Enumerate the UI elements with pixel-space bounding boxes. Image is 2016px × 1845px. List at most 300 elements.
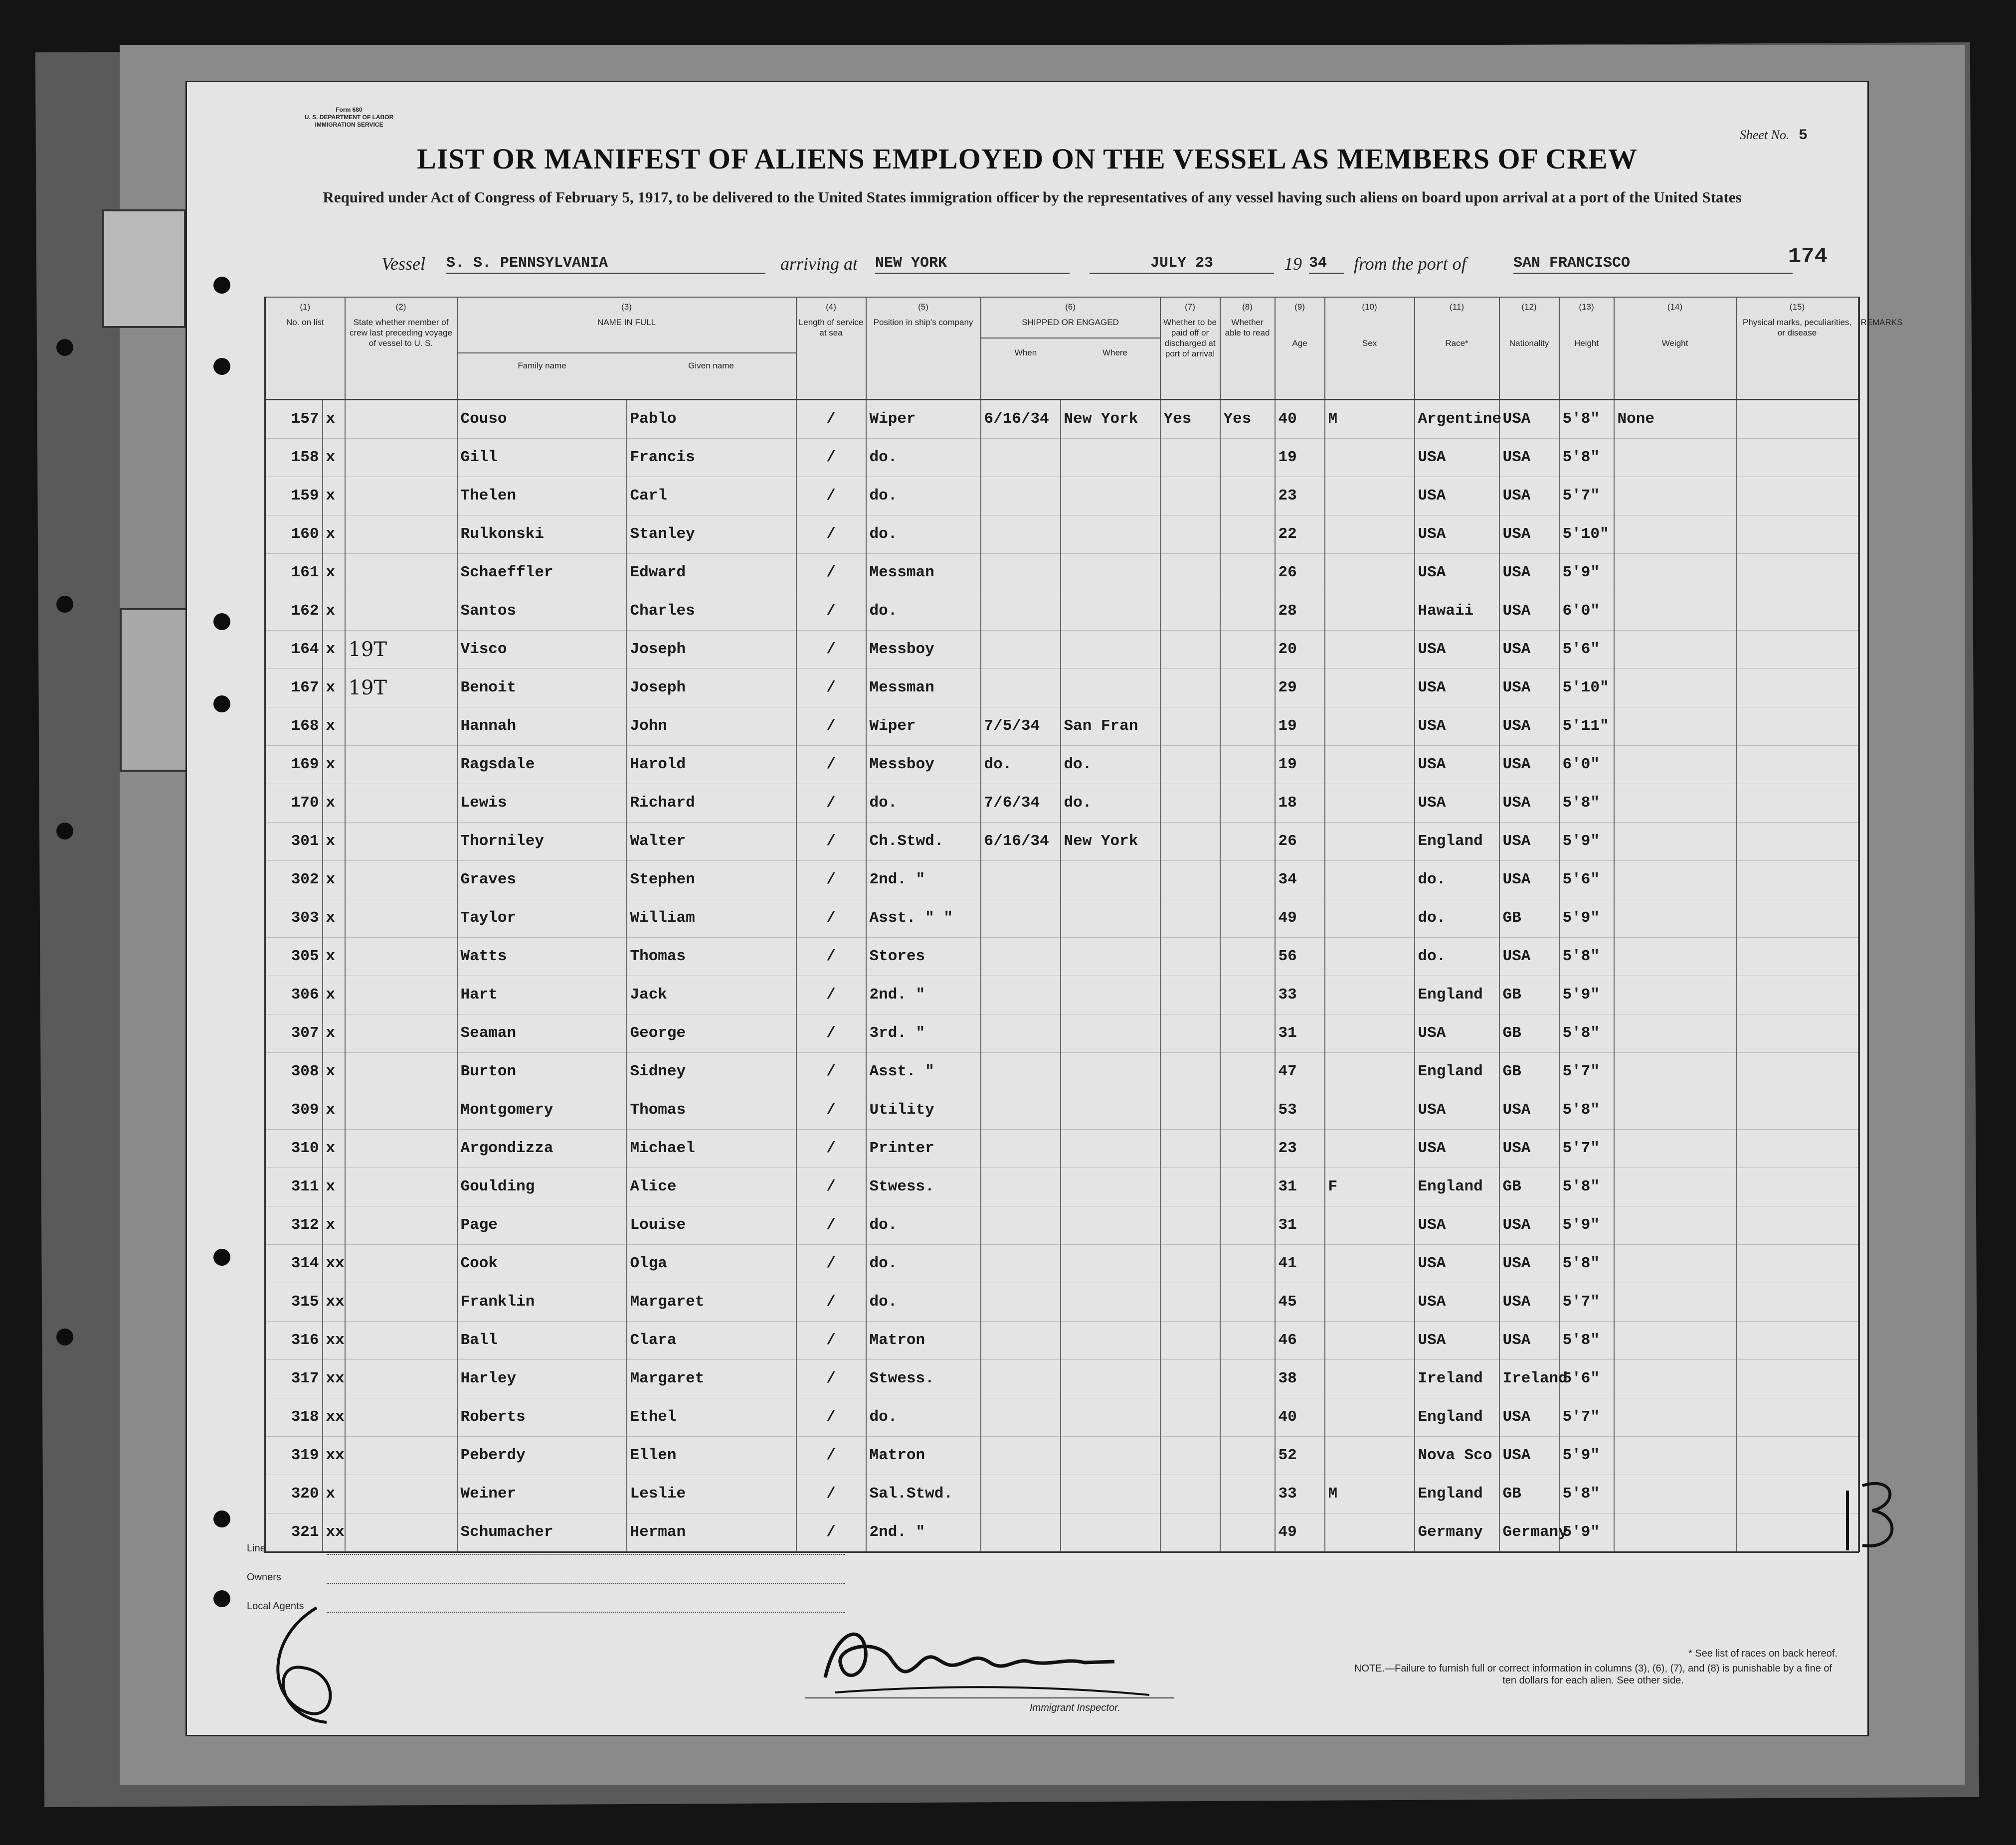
cell-race: USA xyxy=(1415,1129,1499,1168)
cell-remarks xyxy=(1736,976,1858,1014)
cell-verification-mark: x xyxy=(323,1129,345,1168)
arrival-date: JULY 23 xyxy=(1090,255,1274,274)
cell-sex xyxy=(1325,1129,1415,1168)
cell-able-to-read xyxy=(1220,899,1275,937)
header-weight: (14) Weight xyxy=(1614,297,1736,399)
cell-last-voyage xyxy=(345,1244,457,1283)
cell-length-of-service: / xyxy=(796,630,866,669)
cell-position: 2nd. " xyxy=(866,1513,981,1552)
cell-age: 38 xyxy=(1275,1359,1325,1398)
cell-list-number: 167 xyxy=(265,669,323,707)
cell-verification-mark: xx xyxy=(323,1398,345,1436)
cell-length-of-service: / xyxy=(796,438,866,477)
vessel-label: Vessel xyxy=(381,254,425,274)
cell-family-name: Roberts xyxy=(457,1398,627,1436)
cell-shipped-when xyxy=(981,1283,1061,1321)
cell-physical-marks xyxy=(1614,477,1736,515)
cell-given-name: Ethel xyxy=(627,1398,796,1436)
cell-list-number: 157 xyxy=(265,399,323,438)
cell-last-voyage xyxy=(345,515,457,553)
cell-height: 5'7" xyxy=(1559,1283,1614,1321)
cell-able-to-read xyxy=(1220,477,1275,515)
cell-height: 5'6" xyxy=(1559,1359,1614,1398)
cell-family-name: Gill xyxy=(457,438,627,477)
table-row xyxy=(265,515,1859,553)
cell-verification-mark: xx xyxy=(323,1513,345,1552)
cell-shipped-when xyxy=(981,1091,1061,1129)
cell-given-name: Joseph xyxy=(627,669,796,707)
punch-hole xyxy=(213,277,230,294)
cell-height: 5'8" xyxy=(1559,1091,1614,1129)
cell-height: 6'0" xyxy=(1559,592,1614,630)
cell-position: do. xyxy=(866,784,981,822)
cell-family-name: Lewis xyxy=(457,784,627,822)
cell-list-number: 162 xyxy=(265,592,323,630)
cell-family-name: Ball xyxy=(457,1321,627,1359)
cell-sex xyxy=(1325,1091,1415,1129)
cell-sex xyxy=(1325,515,1415,553)
cell-height: 5'8" xyxy=(1559,1321,1614,1359)
cell-nationality: USA xyxy=(1499,1206,1559,1244)
cell-given-name: Carl xyxy=(627,477,796,515)
cell-last-voyage xyxy=(345,477,457,515)
cell-able-to-read xyxy=(1220,937,1275,976)
cell-physical-marks xyxy=(1614,1436,1736,1475)
cell-list-number: 306 xyxy=(265,976,323,1014)
cell-sex: F xyxy=(1325,1168,1415,1206)
cell-paid-off xyxy=(1160,1513,1220,1552)
cell-shipped-where xyxy=(1061,515,1160,553)
attached-slip-top xyxy=(102,209,186,328)
cell-sex xyxy=(1325,1283,1415,1321)
sheet-number-label: Sheet No. xyxy=(1739,128,1790,142)
header-age: (9) Age xyxy=(1275,297,1325,399)
cell-paid-off xyxy=(1160,1244,1220,1283)
cell-sex xyxy=(1325,707,1415,745)
cell-last-voyage xyxy=(345,707,457,745)
cell-nationality: GB xyxy=(1499,1052,1559,1091)
table-row xyxy=(265,1283,1859,1321)
cell-able-to-read xyxy=(1220,1014,1275,1052)
cell-last-voyage xyxy=(345,899,457,937)
cell-physical-marks xyxy=(1614,784,1736,822)
cell-given-name: Margaret xyxy=(627,1283,796,1321)
cell-position: do. xyxy=(866,1206,981,1244)
cell-shipped-where xyxy=(1061,1398,1160,1436)
cell-physical-marks xyxy=(1614,669,1736,707)
cell-physical-marks xyxy=(1614,515,1736,553)
cell-last-voyage xyxy=(345,1206,457,1244)
table-row xyxy=(265,1129,1859,1168)
arrival-year: 34 xyxy=(1309,255,1344,274)
cell-race: USA xyxy=(1415,553,1499,592)
cell-race: do. xyxy=(1415,860,1499,899)
cell-shipped-when: 7/5/34 xyxy=(981,707,1061,745)
cell-paid-off xyxy=(1160,1436,1220,1475)
cell-sex xyxy=(1325,745,1415,784)
table-row xyxy=(265,1052,1859,1091)
cell-position: Messman xyxy=(866,553,981,592)
cell-shipped-when xyxy=(981,937,1061,976)
header-given-name: Given name xyxy=(688,361,734,370)
cell-nationality: USA xyxy=(1499,1244,1559,1283)
cell-able-to-read xyxy=(1220,630,1275,669)
cell-list-number: 318 xyxy=(265,1398,323,1436)
cell-length-of-service: / xyxy=(796,1206,866,1244)
local-agents-field-label: Local Agents xyxy=(247,1601,845,1630)
year-prefix: 19 xyxy=(1284,254,1302,274)
cell-shipped-when xyxy=(981,669,1061,707)
cell-verification-mark: xx xyxy=(323,1244,345,1283)
cell-list-number: 308 xyxy=(265,1052,323,1091)
cell-nationality: USA xyxy=(1499,1398,1559,1436)
cell-sex xyxy=(1325,1513,1415,1552)
cell-nationality: GB xyxy=(1499,899,1559,937)
cell-shipped-when: do. xyxy=(981,745,1061,784)
table-row xyxy=(265,669,1859,707)
cell-age: 47 xyxy=(1275,1052,1325,1091)
cell-family-name: Page xyxy=(457,1206,627,1244)
cell-list-number: 321 xyxy=(265,1513,323,1552)
cell-height: 5'9" xyxy=(1559,976,1614,1014)
cell-length-of-service: / xyxy=(796,669,866,707)
cell-age: 52 xyxy=(1275,1436,1325,1475)
cell-shipped-where xyxy=(1061,899,1160,937)
cell-remarks xyxy=(1736,592,1858,630)
cell-able-to-read xyxy=(1220,1398,1275,1436)
cell-verification-mark: x xyxy=(323,1052,345,1091)
cell-shipped-when xyxy=(981,899,1061,937)
cell-last-voyage xyxy=(345,1129,457,1168)
cell-paid-off: Yes xyxy=(1160,399,1220,438)
cell-verification-mark: x xyxy=(323,860,345,899)
cell-sex xyxy=(1325,438,1415,477)
cell-shipped-when xyxy=(981,1321,1061,1359)
cell-shipped-where: New York xyxy=(1061,822,1160,860)
cell-verification-mark: x xyxy=(323,822,345,860)
cell-paid-off xyxy=(1160,1398,1220,1436)
cell-shipped-where xyxy=(1061,860,1160,899)
cell-list-number: 161 xyxy=(265,553,323,592)
cell-length-of-service: / xyxy=(796,899,866,937)
cell-given-name: Margaret xyxy=(627,1359,796,1398)
cell-verification-mark: x xyxy=(323,745,345,784)
cell-height: 5'11" xyxy=(1559,707,1614,745)
cell-position: Stores xyxy=(866,937,981,976)
cell-able-to-read xyxy=(1220,1206,1275,1244)
cell-length-of-service: / xyxy=(796,860,866,899)
cell-shipped-where xyxy=(1061,438,1160,477)
cell-height: 5'9" xyxy=(1559,899,1614,937)
cell-shipped-when xyxy=(981,1436,1061,1475)
cell-nationality: USA xyxy=(1499,1091,1559,1129)
cell-length-of-service: / xyxy=(796,1513,866,1552)
cell-shipped-where xyxy=(1061,1091,1160,1129)
header-position: (5) Position in ship's company xyxy=(866,297,981,399)
cell-remarks xyxy=(1736,1283,1858,1321)
cell-family-name: Weiner xyxy=(457,1475,627,1513)
cell-height: 5'7" xyxy=(1559,1129,1614,1168)
arrival-port: NEW YORK xyxy=(875,255,1070,274)
cell-family-name: Schaeffler xyxy=(457,553,627,592)
cell-last-voyage xyxy=(345,822,457,860)
cell-family-name: Argondizza xyxy=(457,1129,627,1168)
cell-remarks xyxy=(1736,1436,1858,1475)
cell-verification-mark: xx xyxy=(323,1283,345,1321)
cell-last-voyage: 19T xyxy=(345,630,457,669)
cell-paid-off xyxy=(1160,707,1220,745)
cell-shipped-when: 6/16/34 xyxy=(981,822,1061,860)
cell-family-name: Benoit xyxy=(457,669,627,707)
cell-length-of-service: / xyxy=(796,1014,866,1052)
cell-race: England xyxy=(1415,1168,1499,1206)
cell-list-number: 170 xyxy=(265,784,323,822)
cell-shipped-where xyxy=(1061,553,1160,592)
cell-age: 19 xyxy=(1275,707,1325,745)
cell-shipped-when xyxy=(981,860,1061,899)
vessel-name: S. S. PENNSYLVANIA xyxy=(446,255,765,274)
cell-able-to-read xyxy=(1220,1321,1275,1359)
cell-remarks xyxy=(1736,937,1858,976)
cell-paid-off xyxy=(1160,976,1220,1014)
cell-position: do. xyxy=(866,1244,981,1283)
cell-given-name: Thomas xyxy=(627,937,796,976)
line-field-label: Line xyxy=(247,1543,845,1572)
cell-length-of-service: / xyxy=(796,592,866,630)
cell-position: Ch.Stwd. xyxy=(866,822,981,860)
cell-last-voyage xyxy=(345,553,457,592)
cell-age: 49 xyxy=(1275,899,1325,937)
cell-able-to-read xyxy=(1220,1129,1275,1168)
cell-sex: M xyxy=(1325,1475,1415,1513)
cell-family-name: Franklin xyxy=(457,1283,627,1321)
cell-nationality: USA xyxy=(1499,399,1559,438)
cell-given-name: Richard xyxy=(627,784,796,822)
cell-family-name: Hart xyxy=(457,976,627,1014)
cell-nationality: USA xyxy=(1499,592,1559,630)
cell-family-name: Seaman xyxy=(457,1014,627,1052)
cell-able-to-read xyxy=(1220,1359,1275,1398)
cell-able-to-read xyxy=(1220,784,1275,822)
cell-shipped-when xyxy=(981,477,1061,515)
cell-last-voyage xyxy=(345,860,457,899)
cell-physical-marks xyxy=(1614,1359,1736,1398)
inspector-signature xyxy=(805,1603,1164,1702)
cell-physical-marks xyxy=(1614,1475,1736,1513)
cell-sex xyxy=(1325,669,1415,707)
cell-family-name: Thelen xyxy=(457,477,627,515)
table-row xyxy=(265,784,1859,822)
cell-remarks xyxy=(1736,669,1858,707)
table-row xyxy=(265,1398,1859,1436)
cell-height: 5'8" xyxy=(1559,1168,1614,1206)
cell-shipped-where xyxy=(1061,1321,1160,1359)
cell-race: England xyxy=(1415,1475,1499,1513)
cell-position: Messboy xyxy=(866,630,981,669)
cell-remarks xyxy=(1736,1244,1858,1283)
cell-verification-mark: x xyxy=(323,1168,345,1206)
handwritten-count xyxy=(1837,1471,1907,1555)
cell-verification-mark: x xyxy=(323,592,345,630)
cell-race: do. xyxy=(1415,899,1499,937)
cell-remarks xyxy=(1736,477,1858,515)
cell-verification-mark: x xyxy=(323,630,345,669)
cell-list-number: 169 xyxy=(265,745,323,784)
cell-given-name: Charles xyxy=(627,592,796,630)
cell-paid-off xyxy=(1160,822,1220,860)
cell-position: Utility xyxy=(866,1091,981,1129)
cell-age: 56 xyxy=(1275,937,1325,976)
cell-verification-mark: x xyxy=(323,899,345,937)
cell-paid-off xyxy=(1160,592,1220,630)
cell-age: 40 xyxy=(1275,399,1325,438)
cell-sex: M xyxy=(1325,399,1415,438)
cell-given-name: Walter xyxy=(627,822,796,860)
cell-shipped-when: 7/6/34 xyxy=(981,784,1061,822)
cell-list-number: 302 xyxy=(265,860,323,899)
cell-physical-marks xyxy=(1614,553,1736,592)
cell-position: Printer xyxy=(866,1129,981,1168)
cell-able-to-read xyxy=(1220,1436,1275,1475)
cell-position: Asst. " " xyxy=(866,899,981,937)
cell-nationality: USA xyxy=(1499,669,1559,707)
cell-paid-off xyxy=(1160,1359,1220,1398)
cell-family-name: Peberdy xyxy=(457,1436,627,1475)
cell-height: 5'7" xyxy=(1559,477,1614,515)
cell-family-name: Cook xyxy=(457,1244,627,1283)
cell-age: 19 xyxy=(1275,438,1325,477)
punch-hole xyxy=(56,1329,73,1345)
cell-physical-marks xyxy=(1614,1244,1736,1283)
table-header xyxy=(265,297,1859,399)
cell-last-voyage xyxy=(345,937,457,976)
cell-last-voyage xyxy=(345,745,457,784)
cell-position: Matron xyxy=(866,1436,981,1475)
cell-given-name: William xyxy=(627,899,796,937)
table-row xyxy=(265,399,1859,438)
table-row xyxy=(265,1168,1859,1206)
cell-family-name: Watts xyxy=(457,937,627,976)
cell-remarks xyxy=(1736,553,1858,592)
cell-shipped-where: do. xyxy=(1061,745,1160,784)
cell-verification-mark: x xyxy=(323,553,345,592)
crew-table xyxy=(264,297,1903,1553)
cell-list-number: 319 xyxy=(265,1436,323,1475)
cell-list-number: 305 xyxy=(265,937,323,976)
cell-shipped-where xyxy=(1061,630,1160,669)
cell-family-name: Rulkonski xyxy=(457,515,627,553)
cell-nationality: USA xyxy=(1499,937,1559,976)
cell-physical-marks xyxy=(1614,1014,1736,1052)
cell-given-name: Louise xyxy=(627,1206,796,1244)
header-when: When xyxy=(1014,348,1037,357)
cell-given-name: Sidney xyxy=(627,1052,796,1091)
table-row xyxy=(265,1359,1859,1398)
cell-nationality: USA xyxy=(1499,784,1559,822)
cell-position: Matron xyxy=(866,1321,981,1359)
cell-list-number: 159 xyxy=(265,477,323,515)
cell-shipped-when xyxy=(981,1129,1061,1168)
cell-length-of-service: / xyxy=(796,1436,866,1475)
cell-physical-marks xyxy=(1614,1283,1736,1321)
cell-height: 6'0" xyxy=(1559,745,1614,784)
table-row xyxy=(265,553,1859,592)
punch-hole xyxy=(213,1249,230,1266)
cell-remarks xyxy=(1736,1398,1858,1436)
cell-height: 5'7" xyxy=(1559,1398,1614,1436)
cell-sex xyxy=(1325,1244,1415,1283)
cell-position: 2nd. " xyxy=(866,860,981,899)
cell-shipped-where xyxy=(1061,1475,1160,1513)
cell-race: USA xyxy=(1415,669,1499,707)
cell-given-name: Edward xyxy=(627,553,796,592)
cell-age: 31 xyxy=(1275,1168,1325,1206)
cell-race: USA xyxy=(1415,515,1499,553)
cell-length-of-service: / xyxy=(796,399,866,438)
owners-field-label: Owners xyxy=(247,1572,845,1601)
cell-age: 20 xyxy=(1275,630,1325,669)
cell-position: Messboy xyxy=(866,745,981,784)
cell-length-of-service: / xyxy=(796,1398,866,1436)
cell-last-voyage xyxy=(345,438,457,477)
document-title: LIST OR MANIFEST OF ALIENS EMPLOYED ON THE VESSEL AS MEMBERS OF CREW xyxy=(417,143,1638,175)
table-row xyxy=(265,630,1859,669)
cell-shipped-where xyxy=(1061,1436,1160,1475)
cell-length-of-service: / xyxy=(796,937,866,976)
cell-sex xyxy=(1325,1014,1415,1052)
header-remarks: REMARKS xyxy=(1858,297,1859,399)
cell-race: USA xyxy=(1415,1283,1499,1321)
cell-height: 5'8" xyxy=(1559,1244,1614,1283)
cell-shipped-where xyxy=(1061,1359,1160,1398)
cell-length-of-service: / xyxy=(796,1244,866,1283)
cell-remarks xyxy=(1736,1321,1858,1359)
cell-last-voyage xyxy=(345,1436,457,1475)
cell-shipped-where xyxy=(1061,592,1160,630)
cell-length-of-service: / xyxy=(796,1168,866,1206)
header-nationality: (12) Nationality xyxy=(1499,297,1559,399)
cell-height: 5'9" xyxy=(1559,822,1614,860)
cell-race: England xyxy=(1415,976,1499,1014)
cell-length-of-service: / xyxy=(796,1091,866,1129)
cell-able-to-read: Yes xyxy=(1220,399,1275,438)
cell-age: 19 xyxy=(1275,745,1325,784)
cell-verification-mark: x xyxy=(323,707,345,745)
cell-paid-off xyxy=(1160,899,1220,937)
cell-physical-marks xyxy=(1614,1513,1736,1552)
header-able-to-read: (8) Whether able to read xyxy=(1220,297,1275,399)
cell-age: 26 xyxy=(1275,553,1325,592)
cell-sex xyxy=(1325,1052,1415,1091)
cell-physical-marks xyxy=(1614,1091,1736,1129)
cell-age: 49 xyxy=(1275,1513,1325,1552)
cell-list-number: 168 xyxy=(265,707,323,745)
cell-shipped-when xyxy=(981,1014,1061,1052)
cell-list-number: 310 xyxy=(265,1129,323,1168)
table-row xyxy=(265,1475,1859,1513)
cell-shipped-when xyxy=(981,630,1061,669)
cell-physical-marks xyxy=(1614,1398,1736,1436)
cell-height: 5'10" xyxy=(1559,515,1614,553)
cell-length-of-service: / xyxy=(796,784,866,822)
cell-last-voyage xyxy=(345,1321,457,1359)
cell-last-voyage xyxy=(345,1091,457,1129)
cell-nationality: GB xyxy=(1499,1168,1559,1206)
cell-paid-off xyxy=(1160,438,1220,477)
cell-height: 5'7" xyxy=(1559,1052,1614,1091)
cell-verification-mark: x xyxy=(323,976,345,1014)
cell-able-to-read xyxy=(1220,1052,1275,1091)
